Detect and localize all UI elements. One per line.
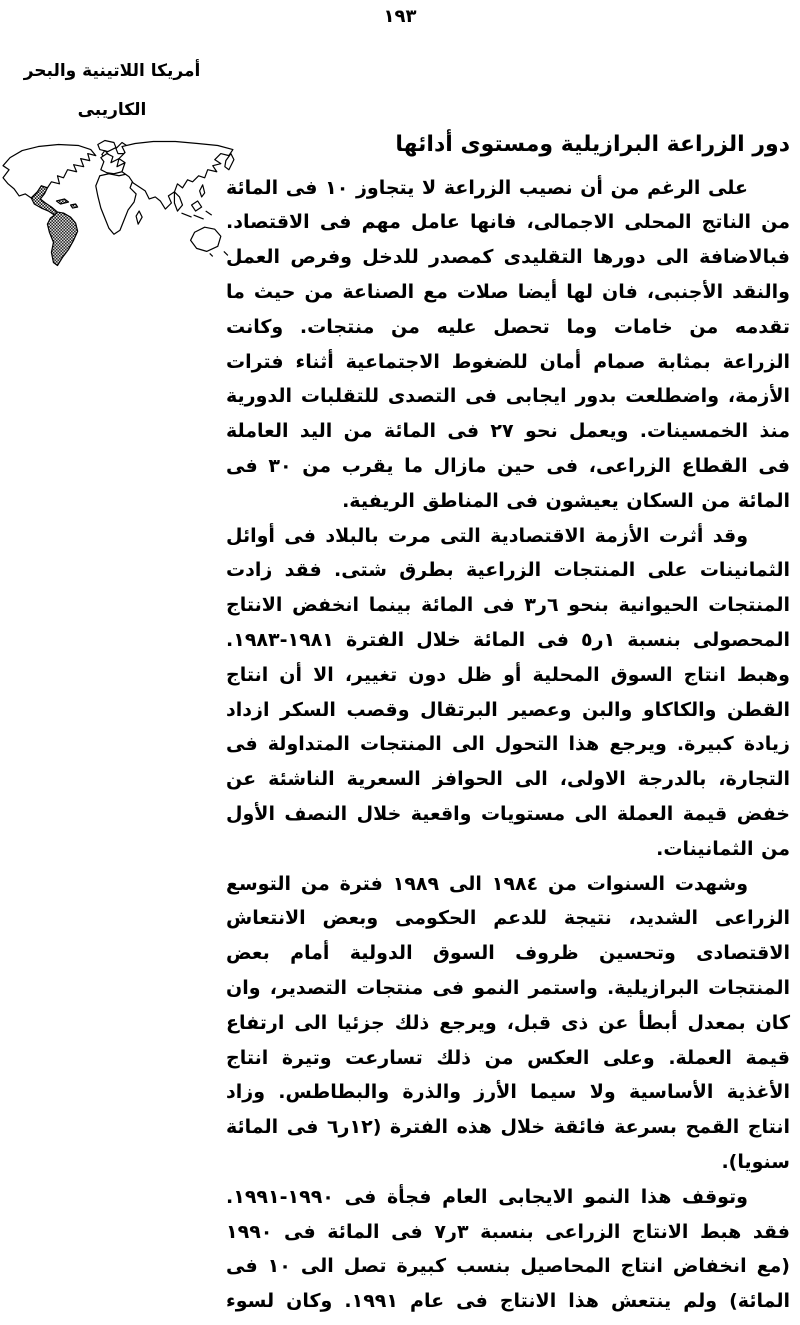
article-paragraph-2: وقد أثرت الأزمة الاقتصادية التى مرت بالبلاد فى أوائل الثمانينات على المنتجات الزراعية بطرق شتى. فقد زادت المنتجات الحيوانية بنحو ٦ر٣ فى المائة بينما انخفض الانتاج المحصولى بنسبة ١ر٥ فى المائة خلال الفترة ١٩٨١-١٩٨٣. وهبط انتاج السوق المحلية أو ظل دون تغيير، الا أن انتاج القطن والكاكاو والبن وعصير البرتقال وقصب السكر ازداد زيادة كبيرة. ويرجع هذا التحول الى المنتجات المتداولة فى التجارة، بالدرجة الاولى، الى الحوافز السعرية الناشئة عن خفض قيمة العملة الى مستويات واقعية خلال النصف الأول من الثمانينات.: [226, 524, 791, 860]
region-label-line1: أمريكا اللاتينية والبحر: [23, 61, 201, 81]
sidebar-region-caption: [4, 62, 220, 120]
article-heading: دور الزراعة البرازيلية ومستوى أدائها: [395, 132, 790, 157]
page-number: ١٩٣: [383, 6, 417, 27]
world-map: [0, 138, 244, 270]
article-paragraph-3: وشهدت السنوات من ١٩٨٤ الى ١٩٨٩ فترة من التوسع الزراعى الشديد، نتيجة للدعم الحكومى وبعض الانتعاش الاقتصادى وتحسين ظروف السوق الدولية أمام بعض المنتجات البرازيلية. واستمر النمو فى منتجات التصدير، وان كان بمعدل أبطأ عن ذى قبل، ويرجع ذلك جزئيا الى ارتفاع قيمة العملة. وعلى العكس من ذلك تسارعت وتيرة انتاج الأغذية الأساسية ولا سيما الأرز والذرة والبطاطس. وزاد انتاج القمح بسرعة فائقة خلال هذه الفترة (١٢ر٦ فى المائة سنويا).: [226, 872, 790, 1173]
article-paragraph-4: وتوقف هذا النمو الايجابى العام فجأة فى ١٩٩٠-١٩٩١. فقد هبط الانتاج الزراعى بنسبة ٣ر٧ فى المائة فى ١٩٩٠ (مع انخفاض انتاج المحاصيل بنسب كبيرة تصل الى ١٠ فى المائة) ولم ينتعش هذا الانتاج فى عام ١٩٩١. وكان لسوء: [226, 1185, 790, 1313]
region-label-line2: الكاريبى: [77, 99, 147, 120]
world-map-icon: [0, 138, 244, 270]
article-paragraph-1: على الرغم من أن نصيب الزراعة لا يتجاوز ١٠ فى المائة من الناتج المحلى الاجمالى، فانها عامل مهم فى الاقتصاد. فبالاضافة الى دورها التقليدى كمصدر للدخل وفرص العمل والنقد الأجنبى، فان لها أيضا صلات مع الصناعة من حيث ما تقدمه من خامات وما تحصل عليه من منتجات. وكانت الزراعة بمثابة صمام أمان للضغوط الاجتماعية أثناء فترات الأزمة، واضطلعت بدور ايجابى فى التصدى للتقلبات الدورية منذ الخمسينات. ويعمل نحو ٢٧ فى المائة من اليد العاملة فى القطاع الزراعى، فى حين مازال ما يقرب من ٣٠ فى المائة من السكان يعيشون فى المناطق الريفية.: [226, 176, 790, 512]
article-body: [226, 130, 790, 1319]
